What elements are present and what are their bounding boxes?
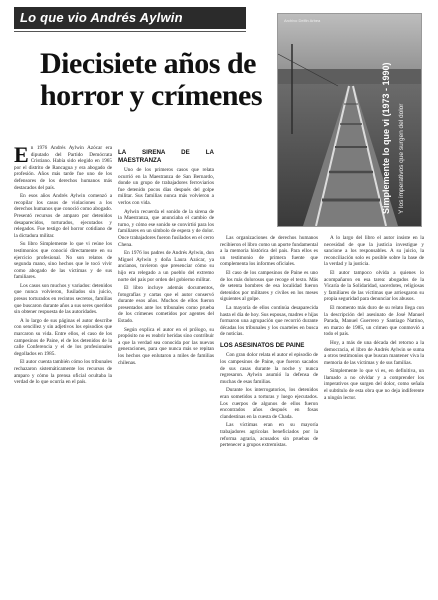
body-paragraph: Hoy, a más de una década del retorno a la democracia, el libro de Andrés Aylwin se suma a otros testimonios que buscan mantener viva la memoria de las víctimas y de sus familias.: [324, 339, 424, 366]
body-paragraph: Su libro Simplemente lo que vi reúne los testimonios que conoció directamente en su ejercicio profesional. No son relatos de segunda mano, sino hechos que le tocó vivir como abogado de las víctimas y de sus familiares.: [14, 241, 112, 281]
body-paragraph: En esos años Andrés Aylwin comenzó a recopilar los casos de violaciones a los derechos humanos que conoció como abogado. Presentó recursos de amparo por detenidos desaparecidos, torturados, ejecutados y relegados. Fue testigo del horror cotidiano de la dictadura militar.: [14, 193, 112, 239]
body-paragraph: Según explica el autor en el prólogo, su propósito no es reabrir heridas sino contribuir a que la verdad sea conocida por las nuevas generaciones, para que nunca más se repitan los hechos que enlutaron a miles de familias chilenas.: [118, 326, 214, 366]
body-paragraph: El caso de los campesinos de Paine es uno de los más dolorosos que recoge el texto. Más de setenta hombres de esa localidad fueron detenidos por militares y civiles en los meses siguientes al golpe.: [220, 269, 318, 303]
photo-credit: Archivo Delfin Arbea: [284, 18, 321, 23]
body-paragraph: Uno de los primeros casos que relata ocurrió en la Maestranza de San Bernardo, donde un grupo de trabajadores ferroviarios fue detenido pocos días después del golpe militar. Sus familias nunca más volvieron a verlos con vida.: [118, 167, 214, 206]
book-cover-photo: [277, 13, 422, 227]
body-paragraph: Con gran dolor relata el autor el episodio de los campesinos de Paine, que fueron sacados de sus casas durante la noche y nunca regresaron. Aylwin asumió la defensa de muchas de esas familias.: [220, 352, 318, 385]
body-paragraph: Las víctimas eran en su mayoría trabajadores agrícolas beneficiados por la reforma agraria, acusados sin pruebas de pertenecer a grupos extremistas.: [220, 422, 318, 449]
body-paragraph: El autor cuenta también cómo los tribunales rechazaron sistemáticamente los recursos de amparo y cómo la prensa oficial ocultaba la verdad de lo que ocurría en el país.: [14, 359, 112, 386]
body-paragraph: Los casos son muchos y variados: detenidos que nunca volvieron, fusilados sin juicio, presos torturados en recintos secretos, familias que buscaron durante años a sus seres queridos sin obtener respuesta de las autoridades.: [14, 282, 112, 316]
body-paragraph: El libro incluye además documentos, fotografías y cartas que el autor conservó durante esos años. Muchos de ellos fueron presentados ante los tribunales como prueba de los crímenes cometidos por agentes del Estado.: [118, 285, 214, 325]
body-column-2: [118, 145, 214, 590]
book-subtitle-caption: Y los imperativos que surgen del dolor: [398, 103, 405, 214]
section-kicker: Lo que vio Andrés Aylwin: [14, 7, 246, 29]
body-column-1: [14, 145, 112, 590]
body-paragraph: Las organizaciones de derechos humanos recibieron el libro como un aporte fundamental a la memoria histórica del país. Para ellos es un testimonio de primera fuente que complementa los informes oficiales.: [220, 235, 318, 268]
kicker-rule: [14, 31, 246, 32]
body-paragraph: Aylwin recuerda el sonido de la sirena de la Maestranza, que anunciaba el cambio de turno, y cómo ese sonido se convirtió para los familiares en un símbolo de espera y de dolor. Once trabajadores fueron fusilados en el cerro Chena.: [118, 208, 214, 248]
body-column-4: [324, 235, 424, 590]
body-paragraph: Simplemente lo que vi es, en definitiva, un llamado a no olvidar y a comprender los imperativos que surgen del dolor, como señala el subtítulo de esta obra que no deja indiferente a ningún lector.: [324, 368, 424, 401]
lead-paragraph: En 1976 Andrés Aylwin Azócar era diputado del Partido Demócrata Cristiano. Había sido elegido en 1965 por el distrito de Rancagua y era abogado de profesión. Años más tarde fue uno de los defensores de los derechos humanos más destacados del país.: [14, 145, 112, 191]
drop-cap: E: [14, 145, 29, 167]
body-paragraph: Durante los interrogatorios, los detenidos eran sometidos a torturas y luego ejecutados. Los cuerpos de algunos de ellos fueron encontrados años después en fosas clandestinas en la cuesta de Chada.: [220, 387, 318, 420]
body-paragraph: El autor tampoco olvida a quienes lo acompañaron en esa tarea: abogados de la Vicaría de la Solidaridad, sacerdotes, religiosas y familiares de las víctimas que arriesgaron su propia seguridad para denunciar los abusos.: [324, 269, 424, 303]
body-column-3: [220, 235, 318, 590]
body-paragraph: A lo largo de sus páginas el autor describe con sencillez y sin adjetivos los episodios que marcaron su vida. Entre ellos, el caso de los campesinos de Paine, el de los detenidos de la calle Conferencia y el de los profesionales degollados en 1985.: [14, 317, 112, 357]
subheading: LA SIRENA DE LA MAESTRANZA: [118, 149, 214, 164]
article-headline: Diecisiete años de horror y crímenes: [40, 47, 262, 112]
body-paragraph: En 1976 los padres de Andrés Aylwin, don Miguel Aylwin y doña Laura Azócar, ya ancianos, tuvieron que presenciar cómo su hijo era relegado a un pueblo del extremo norte del país por orden del gobierno militar.: [118, 250, 214, 283]
book-title-caption: Simplemente lo que vi (1973 - 1990): [381, 62, 391, 214]
subheading: LOS ASESINATOS DE PAINE: [220, 341, 305, 349]
body-paragraph: El momento más duro de su relato llega con la descripción del asesinato de José Manuel Parada, Manuel Guerrero y Santiago Nattino, en marzo de 1985, un crimen que conmovió a todo el país.: [324, 304, 424, 338]
body-paragraph: A lo largo del libro el autor insiste en la necesidad de que la justicia investigue y sancione a los responsables. A su juicio, la reconciliación solo es posible sobre la base de la verdad y la justicia.: [324, 235, 424, 268]
body-paragraph: La mayoría de ellos continúa desaparecida hasta el día de hoy. Sus esposas, madres e hijas formaron una agrupación que recorrió durante décadas los tribunales y los cuarteles en busca de noticias.: [220, 304, 318, 338]
